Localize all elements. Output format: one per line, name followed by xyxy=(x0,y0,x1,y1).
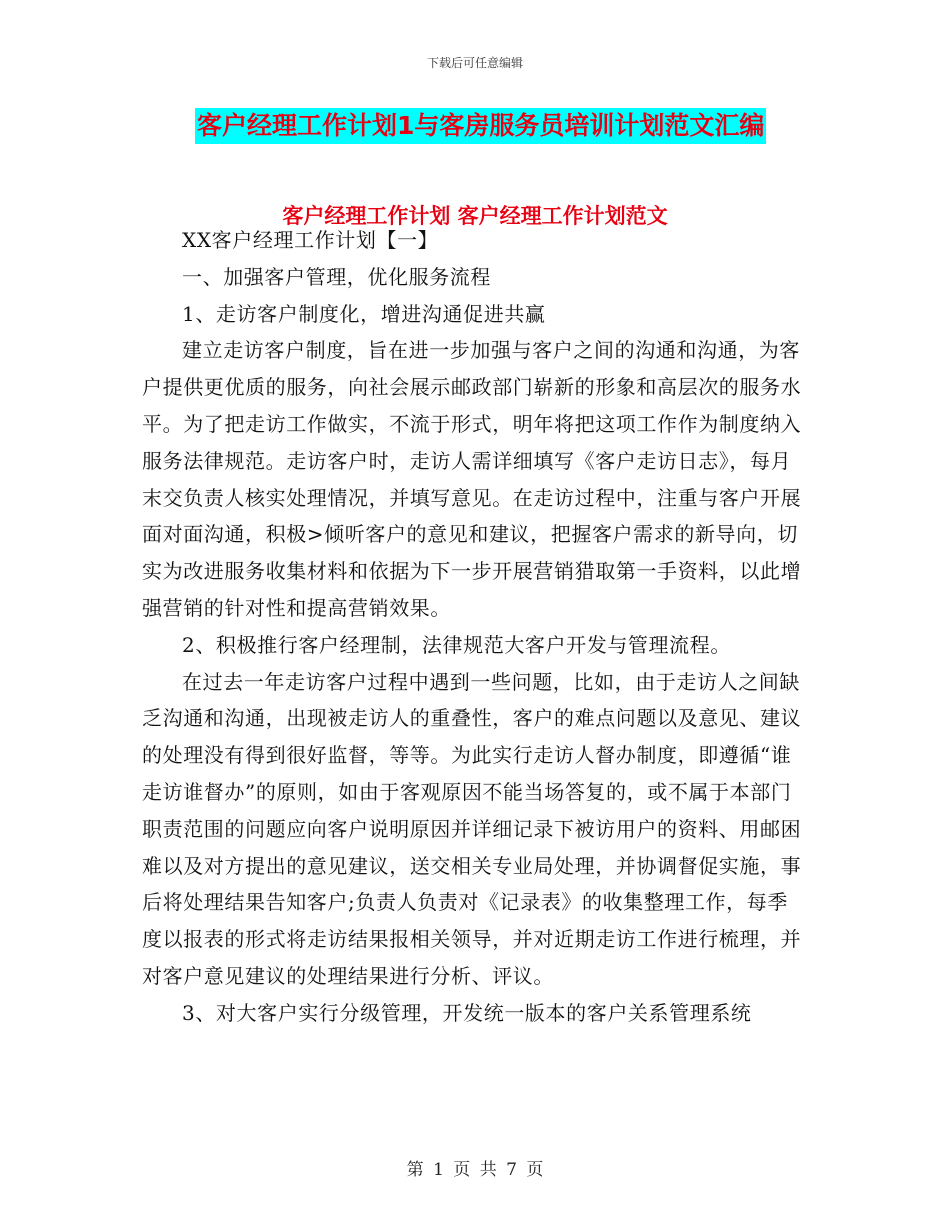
section-heading: 一、加强客户管理，优化服务流程 xyxy=(182,264,491,289)
section-heading: XX客户经理工作计划【一】 xyxy=(182,228,439,252)
body-paragraph: 建立走访客户制度，旨在进一步加强与客户之间的沟通和沟通，为客户提供更优质的服务，向社会展示邮政部门崭新的形象和高层次的服务水平。为了把走访工作做实，不流于形式，明年将把这项工作作为制度纳入服务法律规范。走访客户时，走访人需详细填写《客户走访日志》，每月末交负责人核实处理情况，并填写意见。在走访过程中，注重与客户开展面对面沟通，积极>倾听客户的意见和建议，把握客户需求的新导向，切实为改进服务收集材料和依据为下一步开展营销猎取第一手资料，以此增强营销的针对性和提高营销效果。 xyxy=(142,338,802,620)
page-number: 第 1 页 共 7 页 xyxy=(406,1160,544,1180)
document-body xyxy=(142,222,808,1032)
document-subtitle: 客户经理工作计划 客户经理工作计划范文 xyxy=(282,204,668,228)
subsection-heading: 3、对大客户实行分级管理，开发统一版本的客户关系管理系统 xyxy=(182,1000,752,1025)
body-paragraph: 在过去一年走访客户过程中遇到一些问题，比如，由于走访人之间缺乏沟通和沟通，出现被走访人的重叠性，客户的难点问题以及意见、建议的处理没有得到很好监督，等等。为此实行走访人督办制度，即遵循“谁走访谁督办”的原则，如由于客观原因不能当场答复的，或不属于本部门职责范围的问题应向客户说明原因并详细记录下被访用户的资料、用邮困难以及对方提出的意见建议，送交相关专业局处理，并协调督促实施，事后将处理结果告知客户;负责人负责对《记录表》的收集整理工作，每季度以报表的形式将走访结果报相关领导，并对近期走访工作进行梳理，并对客户意见建议的处理结果进行分析、评议。 xyxy=(142,669,802,988)
subsection-heading: 1、走访客户制度化，增进沟通促进共赢 xyxy=(182,301,546,326)
subsection-heading: 2、积极推行客户经理制，法律规范大客户开发与管理流程。 xyxy=(182,632,731,657)
page-header-note: 下载后可任意编辑 xyxy=(426,56,523,70)
document-title: 客户经理工作计划1与客房服务员培训计划范文汇编 xyxy=(195,108,766,144)
